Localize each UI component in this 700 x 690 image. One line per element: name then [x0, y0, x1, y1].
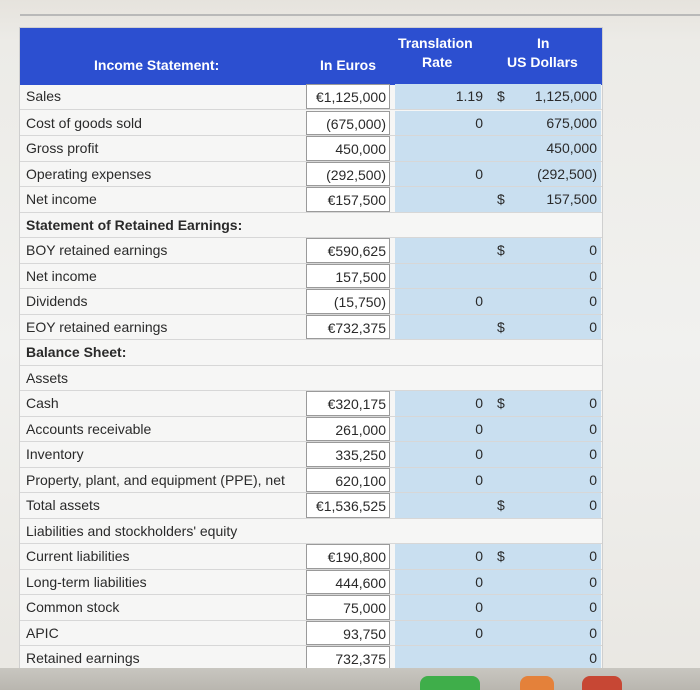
euro-cell[interactable]: 157,500: [306, 264, 390, 289]
header-in: In: [537, 35, 550, 51]
table-row: [20, 264, 602, 290]
row-label[interactable]: Operating expenses: [26, 165, 152, 182]
euro-cell[interactable]: 75,000: [306, 595, 390, 620]
row-label[interactable]: Net income: [26, 267, 97, 284]
rate-cell[interactable]: [395, 238, 491, 263]
rate-cell[interactable]: 0: [395, 570, 491, 595]
header-in-euros: In Euros: [320, 57, 377, 73]
row-label[interactable]: Property, plant, and equipment (PPE), net: [26, 471, 285, 488]
euro-cell[interactable]: (292,500): [306, 162, 390, 187]
rate-cell[interactable]: 0: [395, 544, 491, 569]
table-row: [20, 289, 602, 315]
spreadsheet: [20, 28, 602, 668]
dollar-value: 0: [589, 318, 597, 335]
dollar-cell[interactable]: [491, 468, 601, 493]
row-label[interactable]: Cash: [26, 395, 59, 411]
euro-cell[interactable]: €732,375: [306, 315, 390, 340]
euro-cell[interactable]: 450,000: [306, 136, 390, 161]
table-row: [20, 315, 602, 341]
row-label[interactable]: Inventory: [26, 446, 84, 462]
rate-cell[interactable]: 0: [395, 442, 491, 467]
dollar-cell[interactable]: [491, 289, 601, 314]
table-row: [20, 595, 602, 621]
dollar-value: 0: [589, 446, 597, 462]
section-spacer: [395, 340, 601, 365]
dollar-cell[interactable]: [491, 84, 601, 109]
row-label[interactable]: Sales: [26, 88, 62, 104]
section-spacer: [395, 213, 601, 238]
euro-cell[interactable]: 261,000: [306, 417, 390, 442]
rate-cell[interactable]: [395, 264, 491, 289]
section-spacer: [395, 366, 601, 391]
euro-cell[interactable]: 620,100: [306, 468, 390, 493]
dollar-cell[interactable]: [491, 417, 601, 442]
dollar-value: 0: [589, 242, 597, 258]
table-row: [20, 417, 602, 443]
rate-cell[interactable]: 0: [395, 111, 491, 136]
row-label[interactable]: APIC: [26, 624, 59, 641]
dollar-value: 1,125,000: [534, 88, 597, 104]
dock-app-icon[interactable]: [582, 676, 622, 690]
dollar-value: (292,500): [537, 165, 597, 182]
dollar-value: 675,000: [546, 114, 597, 131]
rate-cell[interactable]: [395, 187, 491, 212]
dollar-cell[interactable]: [491, 544, 601, 569]
table-header: [20, 28, 602, 85]
header-translation: Translation: [398, 35, 473, 51]
dollar-cell[interactable]: [491, 493, 601, 518]
euro-cell[interactable]: €157,500: [306, 187, 390, 212]
header-us-dollars: US Dollars: [507, 54, 578, 70]
row-label[interactable]: Statement of Retained Earnings:: [26, 216, 243, 233]
table-row: [20, 111, 602, 137]
euro-cell[interactable]: €1,536,525: [306, 493, 390, 518]
rate-cell[interactable]: 0: [395, 468, 491, 493]
dollar-value: 0: [589, 573, 597, 590]
rate-cell[interactable]: 0: [395, 417, 491, 442]
dollar-cell[interactable]: [491, 162, 601, 187]
dollar-value: 0: [589, 471, 597, 488]
row-label[interactable]: Net income: [26, 191, 97, 207]
rate-cell[interactable]: 0: [395, 621, 491, 646]
rate-cell[interactable]: [395, 646, 491, 668]
rate-cell[interactable]: 1.19: [395, 84, 491, 109]
row-label[interactable]: Accounts receivable: [26, 420, 152, 437]
dollar-value: 0: [589, 599, 597, 615]
euro-cell[interactable]: €590,625: [306, 238, 390, 263]
table-row: [20, 187, 602, 213]
header-income-statement: Income Statement:: [94, 57, 220, 73]
dollar-sign: $: [497, 242, 505, 258]
euro-cell[interactable]: 444,600: [306, 570, 390, 595]
dollar-value: 0: [589, 548, 597, 564]
table-row: [20, 646, 602, 668]
table-row: [20, 366, 602, 392]
dollar-value: 0: [589, 420, 597, 437]
dollar-value: 0: [589, 650, 597, 666]
rate-cell[interactable]: [395, 136, 491, 161]
dollar-value: 0: [589, 497, 597, 513]
dollar-sign: $: [497, 395, 505, 411]
dollar-cell[interactable]: [491, 187, 601, 212]
dollar-cell[interactable]: [491, 442, 601, 467]
table-row: [20, 162, 602, 188]
rate-cell[interactable]: 0: [395, 289, 491, 314]
row-label[interactable]: Long-term liabilities: [26, 573, 147, 590]
dollar-value: 0: [589, 267, 597, 284]
table-row: [20, 340, 602, 366]
dollar-cell[interactable]: [491, 646, 601, 668]
table-row: [20, 391, 602, 417]
dollar-sign: $: [497, 191, 505, 207]
row-label[interactable]: Cost of goods sold: [26, 114, 142, 131]
header-rate: Rate: [422, 54, 453, 70]
euro-cell[interactable]: 732,375: [306, 646, 390, 668]
table-row: [20, 84, 602, 110]
window-top-edge: [20, 14, 700, 16]
euro-cell[interactable]: 335,250: [306, 442, 390, 467]
dollar-cell[interactable]: [491, 391, 601, 416]
table-row: [20, 544, 602, 570]
dollar-sign: $: [497, 497, 505, 513]
row-label[interactable]: Dividends: [26, 293, 88, 309]
dollar-cell[interactable]: [491, 238, 601, 263]
table-row: [20, 621, 602, 647]
euro-cell[interactable]: (15,750): [306, 289, 390, 314]
row-label[interactable]: Assets: [26, 369, 69, 386]
dock-app-icon[interactable]: [420, 676, 480, 690]
euro-cell[interactable]: €190,800: [306, 544, 390, 569]
dollar-value: 157,500: [546, 191, 597, 207]
dollar-sign: $: [497, 88, 505, 104]
dollar-cell[interactable]: [491, 570, 601, 595]
dollar-sign: $: [497, 548, 505, 564]
dollar-value: 450,000: [546, 140, 597, 156]
row-label[interactable]: Liabilities and stockholders' equity: [26, 522, 238, 539]
dollar-value: 0: [589, 395, 597, 411]
dollar-cell[interactable]: [491, 264, 601, 289]
table-row: [20, 570, 602, 596]
euro-cell[interactable]: 93,750: [306, 621, 390, 646]
dollar-cell[interactable]: [491, 315, 601, 340]
dollar-value: 0: [589, 624, 597, 641]
rate-cell[interactable]: 0: [395, 391, 491, 416]
rate-cell[interactable]: [395, 493, 491, 518]
table-row: [20, 238, 602, 264]
table-row: [20, 213, 602, 239]
euro-cell[interactable]: €320,175: [306, 391, 390, 416]
dollar-sign: $: [497, 318, 505, 335]
table-row: [20, 136, 602, 162]
row-label[interactable]: BOY retained earnings: [26, 242, 168, 258]
dollar-value: 0: [589, 293, 597, 309]
table-row: [20, 493, 602, 519]
row-label[interactable]: Balance Sheet:: [26, 344, 127, 360]
euro-cell[interactable]: (675,000): [306, 111, 390, 136]
table-row: [20, 519, 602, 545]
row-label[interactable]: Common stock: [26, 599, 120, 615]
dollar-cell[interactable]: [491, 136, 601, 161]
rate-cell[interactable]: 0: [395, 595, 491, 620]
row-label[interactable]: Gross profit: [26, 140, 99, 156]
row-label[interactable]: EOY retained earnings: [26, 318, 168, 335]
dollar-cell[interactable]: [491, 621, 601, 646]
row-label[interactable]: Current liabilities: [26, 548, 130, 564]
section-spacer: [395, 519, 601, 544]
dollar-cell[interactable]: [491, 111, 601, 136]
table-row: [20, 468, 602, 494]
dollar-cell[interactable]: [491, 595, 601, 620]
table-row: [20, 442, 602, 468]
rate-cell[interactable]: [395, 315, 491, 340]
dock-app-icon[interactable]: [520, 676, 554, 690]
row-label[interactable]: Total assets: [26, 497, 100, 513]
row-label[interactable]: Retained earnings: [26, 650, 140, 666]
rate-cell[interactable]: 0: [395, 162, 491, 187]
euro-cell[interactable]: €1,125,000: [306, 84, 390, 109]
